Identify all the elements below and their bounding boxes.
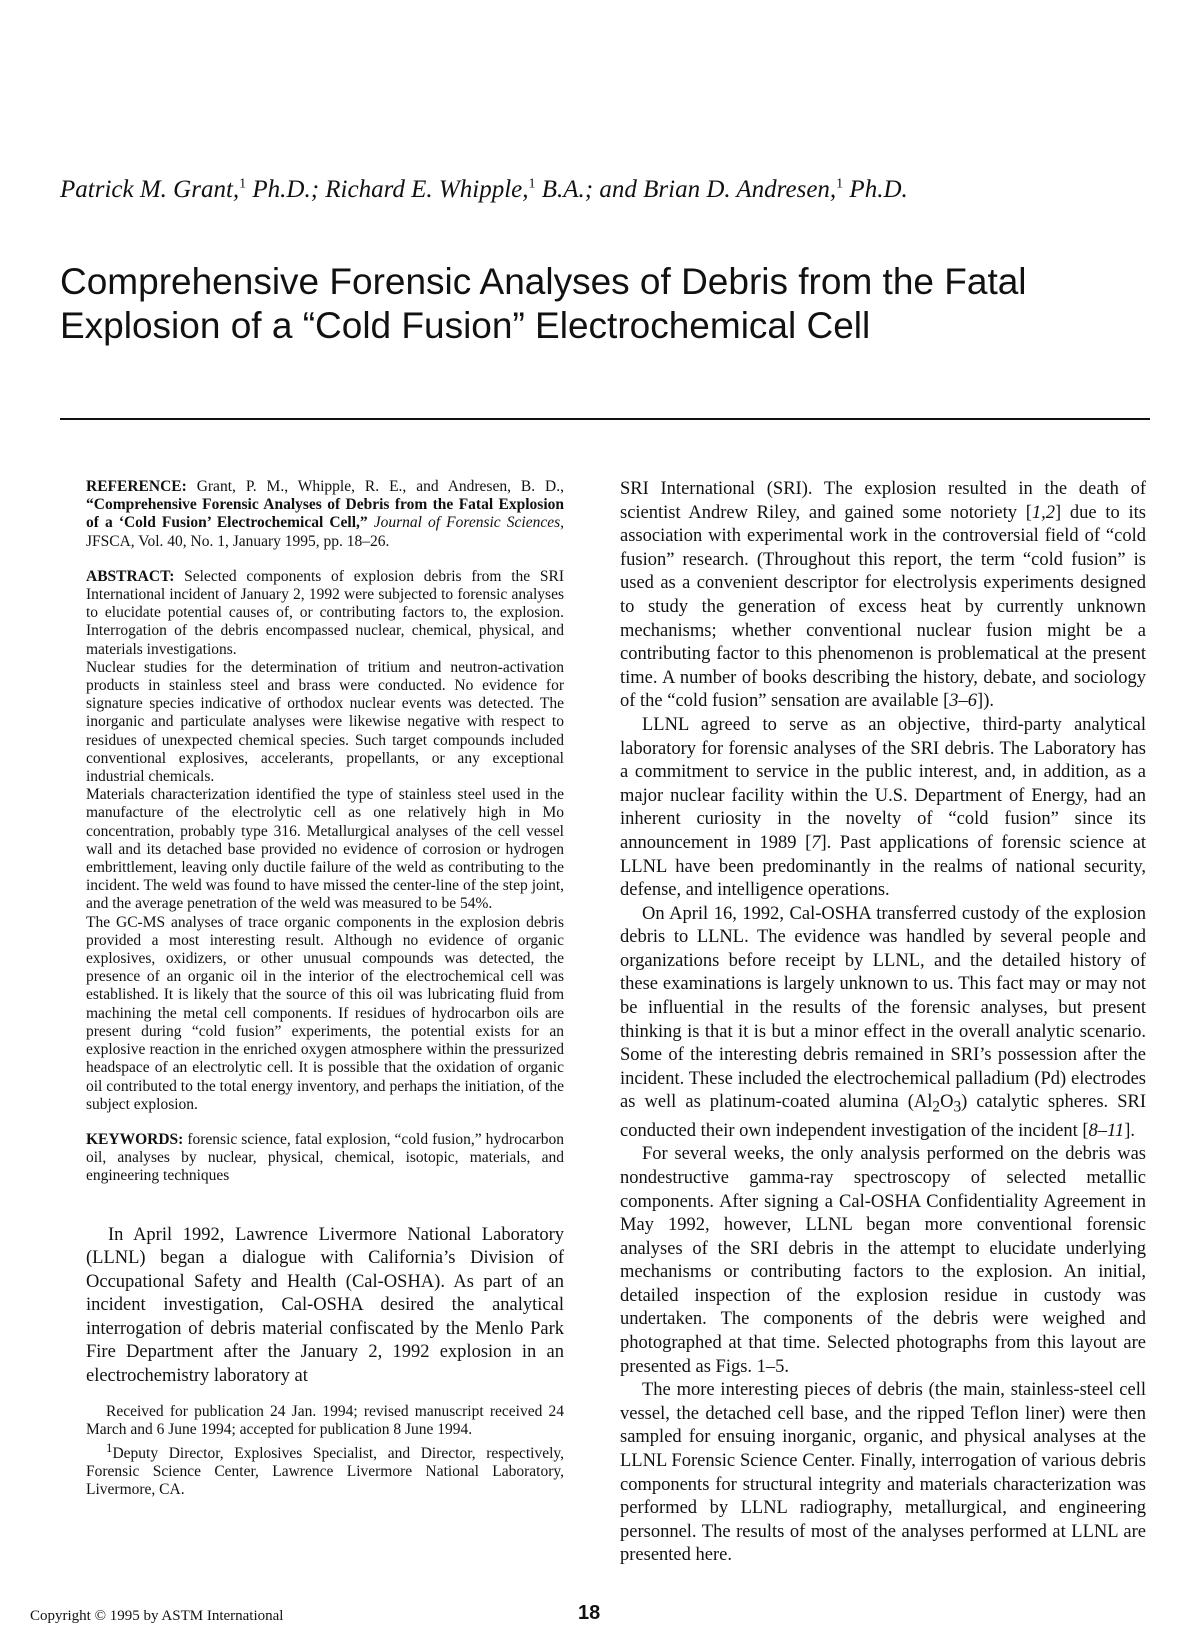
abstract-para-4: The GC-MS analyses of trace organic components in the explosion debris provided a most interesting result. Although no evidence of organic explosives, oxidizers, or other unusual compounds was detected, the presence of an organic oil in the interior of the electrochemical cell was established. It is likely that the source of this oil was lubricating fluid from machining the metal cell components. If residues of hydrocarbon oils are present during “cold fusion” experiments, the potential exists for an explosive reaction in the enriched oxygen atmosphere within the pressurized headspace of an electrolytic cell. It is possible that the oxidation of organic oil contributed to the total energy inventory, and perhaps the initiation, of the subject explosion.: [86, 913, 564, 1113]
received-note: Received for publication 24 Jan. 1994; revised manuscript received 24 March and 6 June 1994; accepted for publication 8 June 1994.: [86, 1402, 564, 1438]
reference-label: REFERENCE:: [86, 478, 187, 495]
footnote-1: $^1$Deputy Director, Explosives Specialist, and Director, respectively, Forensic Science Center, Lawrence Livermore National Laboratory, Livermore, CA.: [86, 1439, 564, 1498]
reference-journal: Journal of Forensic Sciences,: [367, 514, 564, 532]
title-divider: [60, 418, 1150, 420]
abstract-para-2: Nuclear studies for the determination of tritium and neutron-activation products in stainless steel and brass were conducted. No evidence for signature species indicative of orthodox nuclear events was detected. The inorganic and particulate analyses were likewise negative with respect to residues of unexpected chemical species. Such target compounds included conventional explosives, accelerants, propellants, or any exceptional industrial chemicals.: [86, 658, 564, 786]
left-column: [86, 478, 564, 1499]
copyright-notice: Copyright © 1995 by ASTM International: [30, 1608, 284, 1624]
body-para-2: LLNL agreed to serve as an objective, third-party analytical laboratory for forensic analyses of the SRI debris. The Laboratory has a commitment to service in the public interest, and, in addition, as a major nuclear facility within the U.S. Department of Energy, had an inherent curiosity in the novelty of “cold fusion” since its announcement in 1989 [7]. Past applications of forensic science at LLNL have been predominantly in the realms of national security, defense, and intelligence operations.: [620, 714, 1146, 901]
keywords-block: KEYWORDS: forensic science, fatal explosion, “cold fusion,” hydrocarbon oil, analyses by nuclear, physical, chemical, isotopic, materials, and engineering techniques: [86, 1130, 564, 1185]
citation-ref: 8–11: [1088, 1120, 1125, 1141]
body-para-4: For several weeks, the only analysis performed on the debris was nondestructive gamma-ray spectroscopy of selected metallic components. After signing a Cal-OSHA Confidentiality Agreement in May 1992, however, LLNL began more conventional forensic analyses of the SRI debris in the attempt to elucidate underlying mechanisms or contributing factors to the explosion. An initial, detailed inspection of the explosion residue in custody was undertaken. The components of the debris were weighed and photographed at that time. Selected photographs from this layout are presented as Figs. 1–5.: [620, 1144, 1146, 1377]
intro-paragraph: In April 1992, Lawrence Livermore National Laboratory (LLNL) began a dialogue with California’s Division of Occupational Safety and Health (Cal-OSHA). As part of an incident investigation, Cal-OSHA desired the analytical interrogation of debris material confiscated by the Menlo Park Fire Department after the January 2, 1992 explosion in an electrochemistry laboratory at: [86, 1224, 564, 1387]
reference-title: “Comprehensive Forensic Analyses of Debris from the Fatal Explosion of a ‘Cold Fusion’ Electrochemical Cell,”: [86, 496, 564, 532]
body-para-1: SRI International (SRI). The explosion resulted in the death of scientist Andrew Riley, and gained some notoriety [1,2] due to its association with experimental work in the controversial field of “cold fusion” research. (Throughout this report, the term “cold fusion” is used as a convenient descriptor for electrolysis experiments designed to study the generation of excess heat by currently unknown mechanisms; whether conventional nuclear fusion might be a contributing factor to this phenomenon is problematical at the present time. A number of books describing the history, debate, and sociology of the “cold fusion” sensation are available [3–6]).: [620, 479, 1146, 712]
author-1-affiliation: 1: [239, 176, 247, 192]
page-number: 18: [578, 1602, 601, 1624]
author-3-degree: Ph.D.: [843, 176, 908, 203]
abstract-para-1: ABSTRACT: Selected components of explosion debris from the SRI International incident of January 2, 1992 were subjected to forensic analyses to elucidate potential causes of, or contributing factors to, the explosion. Interrogation of the debris encompassed nuclear, chemical, physical, and materials investigations.: [86, 567, 564, 658]
citation-ref: 1,2: [1031, 502, 1056, 523]
author-1: Patrick M. Grant,: [60, 176, 240, 203]
body-para-5: The more interesting pieces of debris (the main, stainless-steel cell vessel, the detached cell base, and the ripped Teflon liner) were then sampled for ensuing inorganic, organic, and physical analyses at the LLNL Forensic Science Center. Finally, interrogation of various debris components for structural integrity and materials characterization was performed by LLNL radiography, metallurgical, and engineering personnel. The results of most of the analyses performed at LLNL are presented here.: [620, 1380, 1146, 1566]
right-column: [620, 478, 1146, 1568]
reference-block: REFERENCE: Grant, P. M., Whipple, R. E., and Andresen, B. D., “Comprehensive Forensic Analyses of Debris from the Fatal Explosion of a ‘Cold Fusion’ Electrochemical Cell,” Journal of Forensic Sciences, JFSCA, Vol. 40, No. 1, January 1995, pp. 18–26.: [86, 478, 564, 550]
author-2-affiliation: 1: [528, 176, 536, 192]
abstract-para-3: Materials characterization identified the type of stainless steel used in the manufacture of the electrolytic cell as one relatively high in Mo concentration, probably type 316. Metallurgical analyses of the cell vessel wall and its detached base provided no evidence of corrosion or hydrogen embrittlement, leaving only ductile failure of the weld as contributing to the incident. The weld was found to have missed the center-line of the step joint, and the average penetration of the weld was measured to be 54%.: [86, 786, 564, 913]
keywords-label: KEYWORDS:: [86, 1130, 184, 1148]
citation-ref: 7: [811, 832, 821, 853]
abstract-label: ABSTRACT:: [86, 567, 175, 585]
body-para-3: On April 16, 1992, Cal-OSHA transferred custody of the explosion debris to LLNL. The evidence was handled by several people and organizations before receipt by LLNL, and the detailed history of these examinations is largely unknown to us. This fact may or may not be influential in the results of the forensic analyses, but present thinking is that it is but a minor effect in the overall analytic scenario. Some of the interesting debris remained in SRI’s possession after the incident. These included the electrochemical palladium (Pd) electrodes as well as platinum-coated alumina $(Al_2O_3)$ catalytic spheres. SRI conducted their own independent investigation of the incident [8–11].: [620, 903, 1146, 1141]
author-line: [60, 176, 1160, 204]
author-3: B.A.; and Brian D. Andresen,: [535, 176, 837, 203]
author-2: Ph.D.; Richard E. Whipple,: [246, 176, 529, 203]
citation-ref: 3–6: [949, 691, 978, 712]
paper-title: Comprehensive Forensic Analyses of Debris from the Fatal Explosion of a “Cold Fusion” Electrochemical Cell: [60, 261, 1027, 346]
abstract-block: [86, 568, 564, 1114]
author-3-affiliation: 1: [836, 176, 844, 192]
